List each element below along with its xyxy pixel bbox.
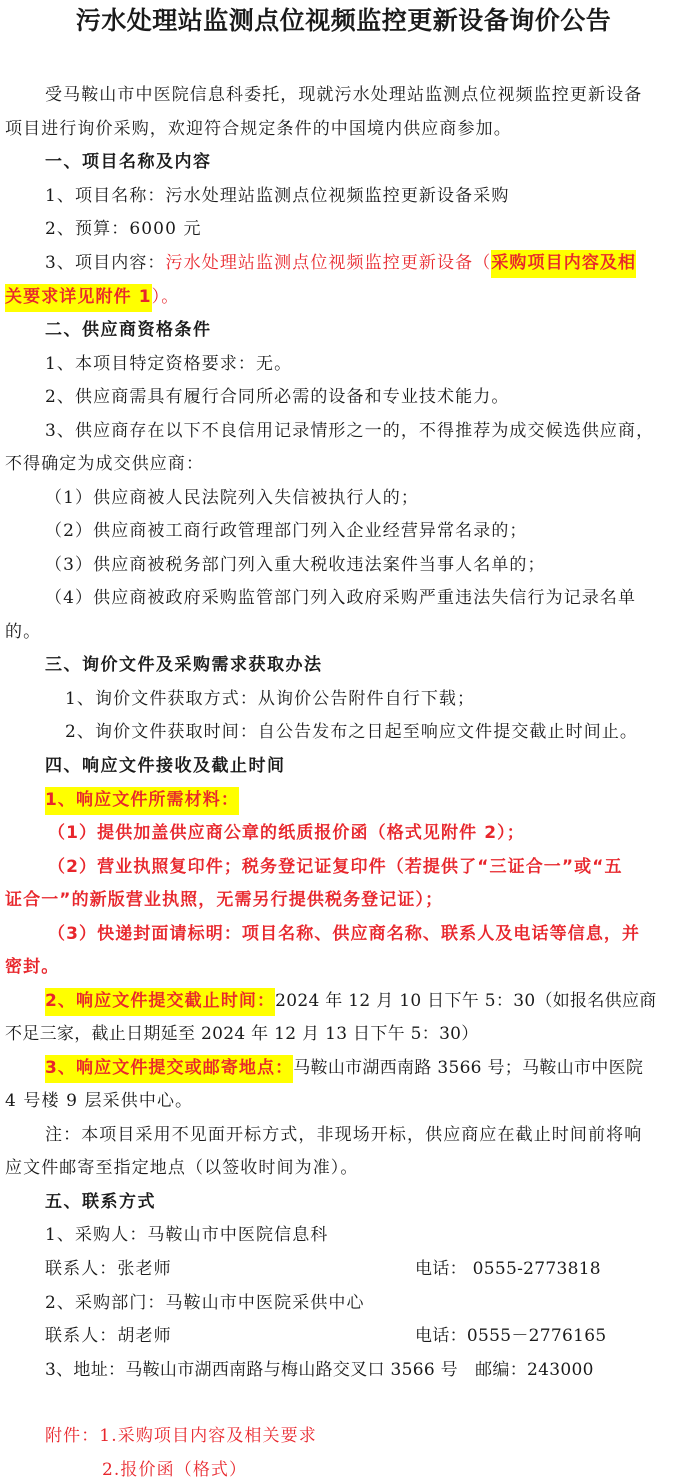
delivery-address-value: 马鞍山市湖西南路 3566 号；马鞍山市中医院 (293, 1058, 644, 1078)
delivery-address-highlight: 3、响应文件提交或邮寄地点： (45, 1055, 293, 1083)
address-line: 3、地址：马鞍山市湖西南路与梅山路交叉口 3566 号 邮编：243000 (45, 1360, 594, 1380)
attachment-line-1[interactable]: 附件：1.采购项目内容及相关要求 (45, 1426, 317, 1446)
section-4-item-1 (45, 787, 239, 813)
section-4-note: 注：本项目采用不见面开标方式，非现场开标，供应商应在截止时间前将响 (45, 1125, 643, 1145)
attachment-line-2[interactable]: 2.报价函（格式） (102, 1460, 248, 1480)
contact-2-phone: 电话：0555－2776165 (415, 1326, 607, 1346)
section-4-item-3 (45, 1055, 643, 1081)
section-4-note-cont: 应文件邮寄至指定地点（以签收时间为准）。 (5, 1158, 359, 1178)
section-3-item-2: 2、询价文件获取时间：自公告发布之日起至响应文件提交截止时间止。 (65, 722, 639, 742)
section-2-sub-1: （1）供应商被人民法院列入失信被执行人的； (45, 488, 419, 508)
buyer-line: 1、采购人：马鞍山市中医院信息科 (45, 1225, 329, 1245)
section-1-item-3-cont (5, 284, 179, 310)
section-2-item-3-cont: 不得确定为成交供应商： (5, 454, 205, 474)
section-2-sub-4-cont: 的。 (5, 622, 42, 642)
section-4-item-3-cont: 4 号楼 9 层采供中心。 (5, 1091, 194, 1111)
section-1-item-3-content: 污水处理站监测点位视频监控更新设备（ (165, 253, 492, 273)
section-2-item-2: 2、供应商需具有履行合同所必需的设备和专业技术能力。 (45, 387, 510, 407)
section-1-item-2: 2、预算：6000 元 (45, 219, 202, 239)
section-4-sub-2-cont: 证合一”的新版营业执照，无需另行提供税务登记证）； (5, 890, 444, 910)
intro-line-1: 受马鞍山市中医院信息科委托，现就污水处理站监测点位视频监控更新设备 (45, 85, 643, 105)
dept-line: 2、采购部门：马鞍山市中医院采供中心 (45, 1293, 365, 1313)
section-4-item-2-cont: 不足三家，截止日期延至 2024 年 12 月 13 日下午 5：30） (5, 1024, 479, 1044)
section-4-item-2 (45, 988, 657, 1014)
section-2-sub-2: （2）供应商被工商行政管理部门列入企业经营异常名录的； (45, 521, 528, 541)
section-3-heading: 三、询价文件及采购需求获取办法 (45, 655, 323, 675)
section-1-item-3 (45, 250, 636, 276)
section-2-sub-3: （3）供应商被税务部门列入重大税收违法案件当事人名单的； (45, 555, 546, 575)
section-1-item-3-label: 3、项目内容： (45, 253, 166, 273)
deadline-highlight: 2、响应文件提交截止时间： (45, 988, 275, 1016)
page-title: 污水处理站监测点位视频监控更新设备询价公告 (75, 6, 612, 35)
contact-1-phone: 电话： 0555-2773818 (415, 1259, 601, 1279)
section-5-heading: 五、联系方式 (45, 1192, 156, 1212)
section-4-sub-1: （1）提供加盖供应商公章的纸质报价函（格式见附件 2）； (48, 823, 525, 843)
section-2-heading: 二、供应商资格条件 (45, 320, 212, 340)
contact-1-name: 联系人：张老师 (45, 1259, 172, 1279)
section-2-item-1: 1、本项目特定资格要求：无。 (45, 354, 293, 374)
attachment-1-highlight: 采购项目内容及相 (491, 250, 636, 278)
intro-line-2: 项目进行询价采购，欢迎符合规定条件的中国境内供应商参加。 (5, 119, 512, 139)
section-1-heading: 一、项目名称及内容 (45, 152, 212, 172)
section-1-item-1: 1、项目名称：污水处理站监测点位视频监控更新设备采购 (45, 186, 510, 206)
section-1-item-3-end: ）。 (151, 287, 180, 307)
contact-2-name: 联系人：胡老师 (45, 1326, 172, 1346)
attachment-1-highlight-cont: 关要求详见附件 1 (5, 284, 152, 312)
section-4-heading: 四、响应文件接收及截止时间 (45, 756, 286, 776)
section-4-sub-3: （3）快递封面请标明：项目名称、供应商名称、联系人及电话等信息，并 (48, 924, 641, 944)
section-4-sub-2: （2）营业执照复印件；税务登记证复印件（若提供了“三证合一”或“五 (48, 857, 623, 877)
deadline-value: 2024 年 12 月 10 日下午 5：30（如报名供应商 (275, 991, 657, 1011)
required-materials-highlight: 1、响应文件所需材料： (45, 787, 239, 815)
section-2-item-3: 3、供应商存在以下不良信用记录情形之一的，不得推荐为成交候选供应商， (45, 421, 655, 441)
section-4-sub-3-cont: 密封。 (5, 957, 60, 977)
section-2-sub-4: （4）供应商被政府采购监管部门列入政府采购严重违法失信行为记录名单 (45, 588, 637, 608)
section-3-item-1: 1、询价文件获取方式：从询价公告附件自行下载； (65, 689, 476, 709)
